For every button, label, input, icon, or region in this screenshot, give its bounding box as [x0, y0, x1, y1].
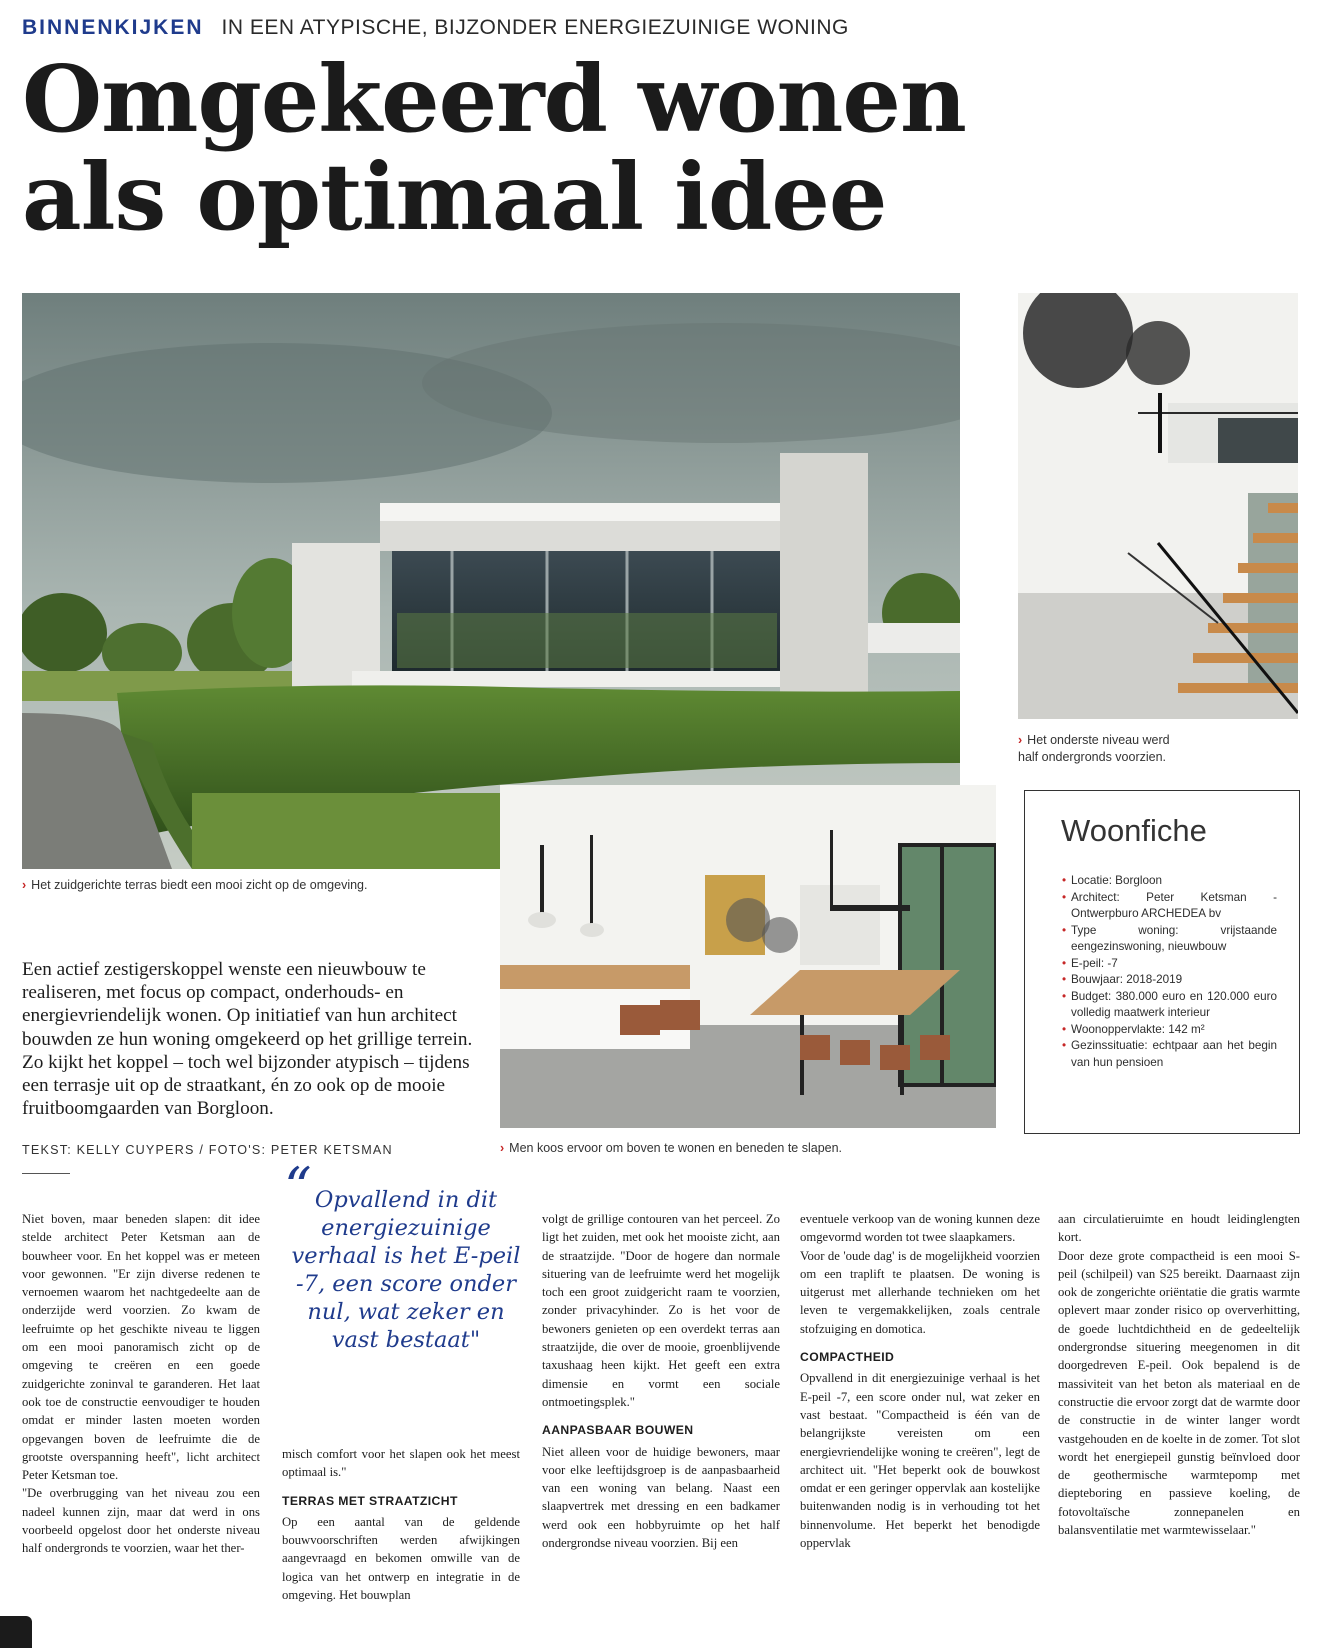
section-label: BINNENKIJKEN	[22, 16, 204, 39]
headline	[22, 45, 1042, 251]
fiche-item-oppervlakte: • Woonoppervlakte: 142 m²	[1063, 1022, 1277, 1039]
caption-stairs: › Het onderste niveau werd half ondergronds voorzien.	[1018, 733, 1170, 764]
col5-paragraph-1: aan circulatieruimte en houdt leidinglengten kort.	[1058, 1212, 1300, 1245]
exterior-photo	[22, 293, 960, 869]
subheading-terras: TERRAS MET STRAATZICHT	[282, 1493, 458, 1508]
byline: TEKST: KELLY CUYPERS / FOTO'S: PETER KETSMAN	[22, 1143, 393, 1157]
col5-paragraph-2: Door deze grote compactheid is een mooi S-peil (schilpeil) van S25 bereikt. Daarnaast zijn ook de zongerichte oriëntatie die gratis warmte oplevert maar zonder risico op oververhitting, de goede luchtdichtheid en de gedeeltelijk ondergrondse situering meegenomen in dit doorgedreven E-peil. Ook bepalend is de massiviteit van het beton als materiaal en de constructie die ervoor zorgt dat de warmte door de constructie in de winter langer wordt vastgehouden en de koelte in de zomer. Tot slot wordt het energiepeil gunstig beïnvloed door de geothermische warmtepomp met diepteboring en passieve koeling, de fotovoltaïsche zonnepanelen en balansventilatie met warmtewisselaar."	[1058, 1248, 1300, 1538]
col4-paragraph-2: Voor de 'oude dag' is de mogelijkheid voorzien om een traplift te plaatsen. De woning is uitgerust met allerhande technieken om het leven te vergemakkelijken, zoals centrale stofzuiging en domotica.	[800, 1248, 1040, 1336]
headline-line-2: als optimaal idee	[22, 143, 887, 251]
subheading-aanpasbaar: AANPASBAAR BOUWEN	[542, 1423, 694, 1438]
headline-line-1: Omgekeerd wonen	[22, 45, 966, 153]
body-column-1	[22, 1210, 260, 1558]
col4-paragraph-1: eventuele verkoop van de woning kunnen deze omgevormd worden tot twee slaapkamers.	[800, 1212, 1040, 1245]
fiche-item-gezin: • Gezinssituatie: echtpaar aan het begin van hun pensioen	[1063, 1038, 1277, 1071]
caption-arrow-icon: ›	[500, 1141, 505, 1155]
caption-terrace: › Het zuidgerichte terras biedt een mooi zicht op de omgeving.	[22, 878, 368, 892]
fiche-item-architect: • Architect: Peter Ketsman - Ontwerpburo ARCHEDEA bv	[1063, 890, 1277, 923]
quote-mark-icon: “	[284, 1156, 312, 1219]
col4-paragraph-3: Opvallend in dit energiezuinige verhaal is het E-peil -7, een score onder nul, wat zeker en vast bestaat. "Compactheid is één van de belangrijkste vereisten om een energievriendelijke woning te creëren", legt de architect uit. "Het beperkt ook de bouwkost omdat er een geringer oppervlak aan kostelijke buitenwanden nodig is in verhouding tot het binnenvolume. Het beperkt het benodigde oppervlak	[800, 1371, 1040, 1551]
body-column-4	[800, 1210, 1040, 1552]
fiche-item-budget: • Budget: 380.000 euro en 120.000 euro volledig maatwerk interieur	[1063, 989, 1277, 1022]
col3-paragraph-1: volgt de grillige contouren van het perceel. Zo ligt het zuiden, met ook het mooiste zicht, aan de straatzijde. "Door de hogere dan normale situering van de leefruimte werd het mogelijk toch een groot zuidgericht raam te voorzien, zonder privacyhinder. Zo is het voor de bewoners genieten op een overdekt terras aan straatzijde, die over de mooie, groenblijvende taxushaag heen kijkt. Het geeft een extra dimensie en vormt een sociale ontmoetingsplek."	[542, 1212, 780, 1409]
col3-paragraph-2: Niet alleen voor de huidige bewoners, maar voor elke leeftijdsgroep is de aanpasbaarheid van een woning van belang. Naast een slaapvertrek met dressing en een badkamer werd ook een hobbyruimte op het half ondergrondse niveau voorzien. Bij een	[542, 1444, 780, 1551]
fiche-item-bouwjaar: • Bouwjaar: 2018-2019	[1063, 972, 1277, 989]
col2-paragraph-1: misch comfort voor het slapen ook het meest optimaal is."	[282, 1447, 520, 1480]
col1-paragraph-1: Niet boven, maar beneden slapen: dit idee stelde architect Peter Ketsman aan de bouwheer voor. En het koppel was er meteen voor gewonnen. "Er zijn diverse redenen te vernoemen waarom het nachtgedeelte aan de onderzijde werd voorzien. Zo kwam de leefruimte op het geschikte niveau te liggen om een mooi panoramisch zicht op de omgeving te creëren en een goede zuidgerichte zoninval te garanderen. Het laat ook toe de constructie eenvoudiger te houden omdat er minder lasten moeten worden opgevangen boven de leefruimte die de grootste overspanning heeft", licht architect Peter Ketsman toe.	[22, 1212, 260, 1483]
body-column-3	[542, 1210, 780, 1552]
woonfiche-box	[1024, 790, 1300, 1134]
lead-paragraph: Een actief zestigerskoppel wenste een nieuwbouw te realiseren, met focus op compact, onderhouds- en energievriendelijk wonen. Op initiatief van hun architect bouwden ze hun woning omgekeerd op het grillige terrein. Zo kijkt het koppel – toch wel bijzonder atypisch – tijdens een terrasje uit op de straatkant, én zo ook op de mooie fruitboomgaarden van Borgloon.	[22, 959, 473, 1120]
col2-paragraph-2: Op een aantal van de geldende bouwvoorschriften werden afwijkingen aangevraagd en bekomen omwille van de logica van het ontwerp en integratie in de omgeving. Het bouwplan	[282, 1514, 520, 1603]
article-kicker	[22, 16, 849, 46]
caption-arrow-icon: ›	[22, 878, 27, 892]
woonfiche-title: Woonfiche	[1061, 813, 1207, 848]
page-corner-marker	[0, 1616, 32, 1648]
stairs-photo	[1018, 293, 1298, 719]
woonfiche-list	[1063, 873, 1277, 1071]
caption-arrow-icon: ›	[1018, 733, 1023, 747]
interior-photo	[500, 785, 996, 1128]
section-subtitle: IN EEN ATYPISCHE, BIJZONDER ENERGIEZUINIGE WONING	[221, 16, 849, 39]
caption-interior: › Men koos ervoor om boven te wonen en beneden te slapen.	[500, 1141, 843, 1155]
body-column-2	[282, 1445, 520, 1604]
fiche-item-epeil: • E-peil: -7	[1063, 956, 1277, 973]
subheading-compactheid: COMPACTHEID	[800, 1350, 895, 1365]
col1-paragraph-2: "De overbrugging van het niveau zou een nadeel kunnen zijn, maar dat werd in ons voorbeeld opgelost door het onderste niveau half ondergronds te voorzien, waar het ther-	[22, 1486, 260, 1556]
body-column-5	[1058, 1210, 1300, 1539]
pull-quote: “ Opvallend in dit energiezuinige verhaal is het E-peil -7, een score onder nul, wat zeker en vast bestaat"	[284, 1156, 521, 1353]
fiche-item-locatie: • Locatie: Borgloon	[1063, 873, 1277, 890]
byline-rule	[22, 1173, 70, 1174]
fiche-item-type: • Type woning: vrijstaande eengezinswoning, nieuwbouw	[1063, 923, 1277, 956]
